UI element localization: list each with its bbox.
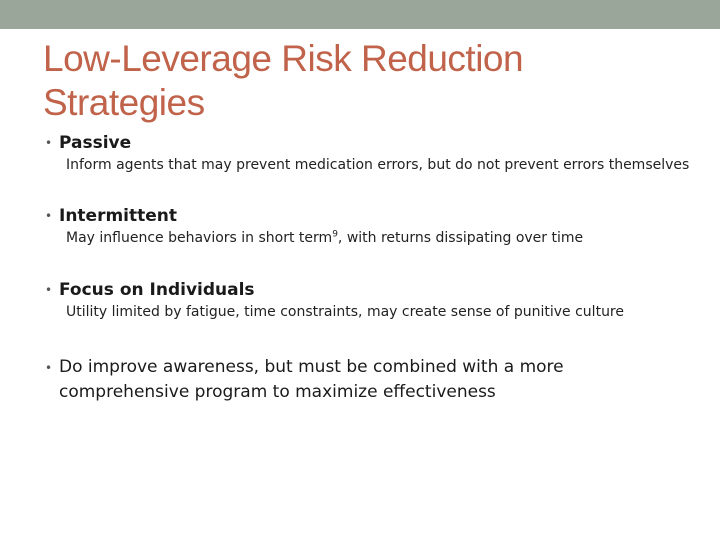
bullet-intermittent	[45, 203, 695, 247]
bullet-dot-icon: •	[45, 209, 53, 223]
bullet-label: Do improve awareness, but must be combined with a more comprehensive program to maximize effectiveness	[59, 357, 564, 402]
bullet-improve-awareness	[45, 355, 695, 405]
bullet-detail	[66, 229, 695, 247]
bullet-label: Focus on Individuals	[59, 280, 255, 300]
bullet-detail: Inform agents that may prevent medication errors, but do not prevent errors themselves	[66, 157, 690, 173]
detail-text-continued: , with returns dissipating over time	[337, 230, 584, 246]
bullet-label: Passive	[59, 133, 132, 153]
bullet-dot-icon: •	[45, 136, 53, 150]
bullet-detail: Utility limited by fatigue, time constraints, may create sense of punitive culture	[66, 304, 624, 320]
bullet-passive	[45, 130, 695, 174]
citation-superscript: 9	[332, 229, 338, 240]
slide-title: Low-Leverage Risk Reduction Strategies	[43, 38, 524, 123]
bullet-label: Intermittent	[59, 206, 178, 226]
detail-text: May influence behaviors in short term	[66, 230, 333, 246]
bullet-focus-on-individuals	[45, 277, 695, 321]
slide-content	[45, 130, 695, 405]
bullet-dot-icon: •	[45, 283, 53, 297]
bullet-dot-icon: •	[45, 361, 53, 375]
top-decorative-bar	[0, 0, 720, 29]
